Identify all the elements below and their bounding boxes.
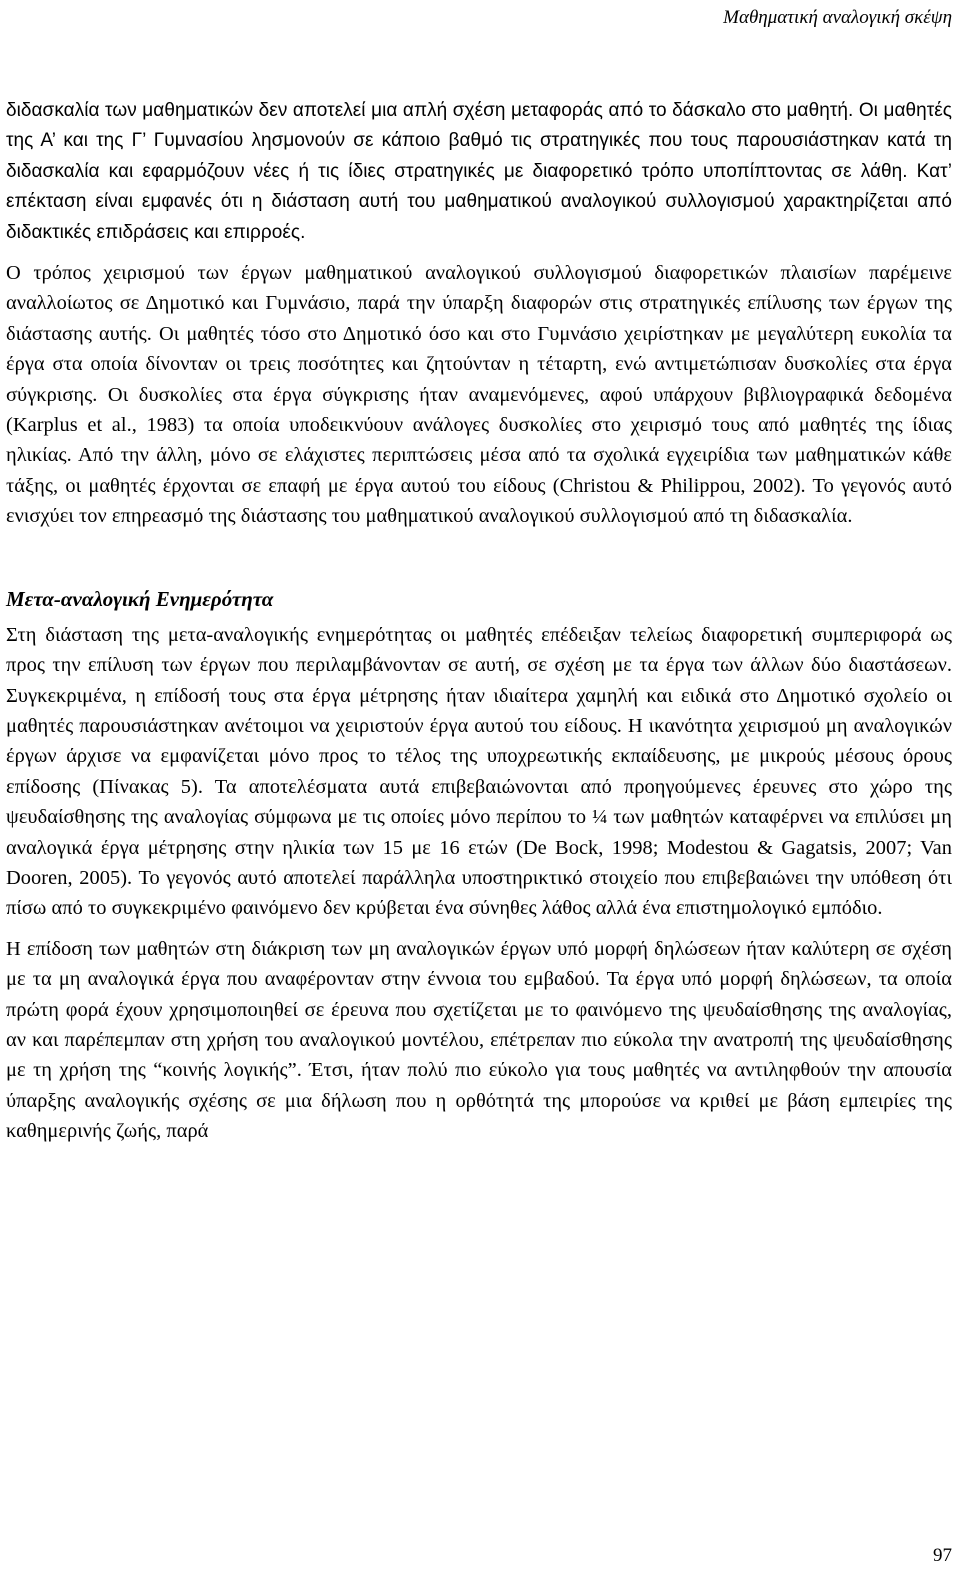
paragraph-statement-tasks: Η επίδοση των μαθητών στη διάκριση των μη αναλογικών έργων υπό μορφή δηλώσεων ήταν καλύτερη σε σχέση με τα μη αναλογικά έργα που αναφέρονταν στην έννοια του εμβαδού. Τα έργα υπό μορφή δηλώσεων, τα οποία πρώτη φορά έχουν χρησιμοποιηθεί σε έρευνα που σχετίζεται με το φαινόμενο της ψευδαίσθησης της αναλογίας, αν και παρέπεμπαν στη χρήση του αναλογικού μοντέλου, επέτρεπαν πιο εύκολα την ανατροπή της ψευδαίσθησης με τη χρήση της “κοινής λογικής”. Έτσι, ήταν πολύ πιο εύκολο για τους μαθητές να αντιληφθούν την απουσία ύπαρξης αναλογικής σχέσης σε μια δήλωση που η ορθότητά της μπορούσε να κριθεί με βάση εμπειρίες της καθημερινής ζωής, παρά [6, 937, 952, 1143]
running-header: Μαθηματική αναλογική σκέψη [723, 7, 952, 28]
paragraph-gap [6, 924, 952, 934]
section-heading: Μετα-αναλογική Ενημερότητα [6, 586, 274, 611]
paragraph-gap [6, 248, 952, 258]
paragraph-meta-awareness: Στη διάσταση της μετα-αναλογικής ενημερότητας οι μαθητές επέδειξαν τελείως διαφορετική συμπεριφορά ως προς την επίλυση των έργων που περιλαμβάνονταν σε αυτή, σε σχέση με τα έργα των άλλων δύο διαστάσεων. Συγκεκριμένα, η επίδοσή τους στα έργα μέτρησης ήταν ιδιαίτερα χαμηλή και ειδικά στο Δημοτικό σχολείο οι μαθητές παρουσιάστηκαν ανέτοιμοι να χειριστούν έργα αυτού του είδους. Η ικανότητα χειρισμού μη αναλογικών έργων άρχισε να εμφανίζεται μόνο προς το τέλος της υποχρεωτικής εκπαίδευσης, με μικρούς μέσους όρους επίδοσης (Πίνακας 5). Τα αποτελέσματα αυτά επιβεβαιώνονται από προηγούμενες έρευνες στο χώρο της ψευδαίσθησης της αναλογίας σύμφωνα με τις οποίες μόνο περίπου το ¼ των μαθητών καταφέρνει να επιλύσει μη αναλογικά έργα μέτρησης στην ηλικία των 15 με 16 ετών (De Bock, 1998; Modestou & Gagatsis, 2007; Van Dooren, 2005). Το γεγονός αυτό αποτελεί παράλληλα υποστηρικτικό στοιχείο που επιβεβαιώνει την υπόθεση ότι πίσω από το συγκεκριμένο φαινόμενο δεν κρύβεται ένα σύνηθες λάθος αλλά ένα επιστημολογικό εμπόδιο. [6, 623, 952, 920]
paragraph-continuation: διδασκαλία των μαθηματικών δεν αποτελεί μια απλή σχέση μεταφοράς από το δάσκαλο στο μαθητή. Οι μαθητές της Α’ και της Γ’ Γυμνασίου λησμονούν σε κάποιο βαθμό τις στρατηγικές που τους παρουσιάστηκαν κατά τη διδασκαλία και εφαρμόζουν νέες ή τις ίδιες στρατηγικές με διαφορετικό τρόπο υποπίπτοντας σε λάθη. Κατ’ επέκταση είναι εμφανές ότι η διάσταση αυτή του μαθηματικού αναλογικού συλλογισμού χαρακτηρίζεται από διδακτικές επιδράσεις και επιρροές. [6, 100, 952, 243]
paragraph-analogical-reasoning: Ο τρόπος χειρισμού των έργων μαθηματικού αναλογικού συλλογισμού διαφορετικών πλαισίων παρέμεινε αναλλοίωτος σε Δημοτικό και Γυμνάσιο, παρά την ύπαρξη διαφορών στις στρατηγικές επίλυσης των έργων της διάστασης αυτής. Οι μαθητές τόσο στο Δημοτικό όσο και στο Γυμνάσιο χειρίστηκαν με μεγαλύτερη ευκολία τα έργα στα οποία δίνονταν οι τρεις ποσότητες και ζητούνταν η τέταρτη, ενώ αντιμετώπισαν δυσκολίες στα έργα σύγκρισης. Οι δυσκολίες στα έργα σύγκρισης ήταν αναμενόμενες, αφού υπάρχουν βιβλιογραφικά δεδομένα (Karplus et al., 1983) τα οποία υποδεικνύουν ανάλογες δυσκολίες στο χειρισμό τους από μαθητές της ίδιας ηλικίας. Από την άλλη, μόνο σε ελάχιστες περιπτώσεις μέσα από τα σχολικά εγχειρίδια των μαθηματικών κάθε τάξης, οι μαθητές έρχονται σε επαφή με έργα αυτού του είδους (Christou & Philippou, 2002). Το γεγονός αυτό ενισχύει τον επηρεασμό της διάστασης του μαθηματικού αναλογικού συλλογισμού από τη διδασκαλία. [6, 262, 952, 528]
page-number: 97 [933, 1545, 952, 1566]
page-body [6, 96, 952, 1147]
